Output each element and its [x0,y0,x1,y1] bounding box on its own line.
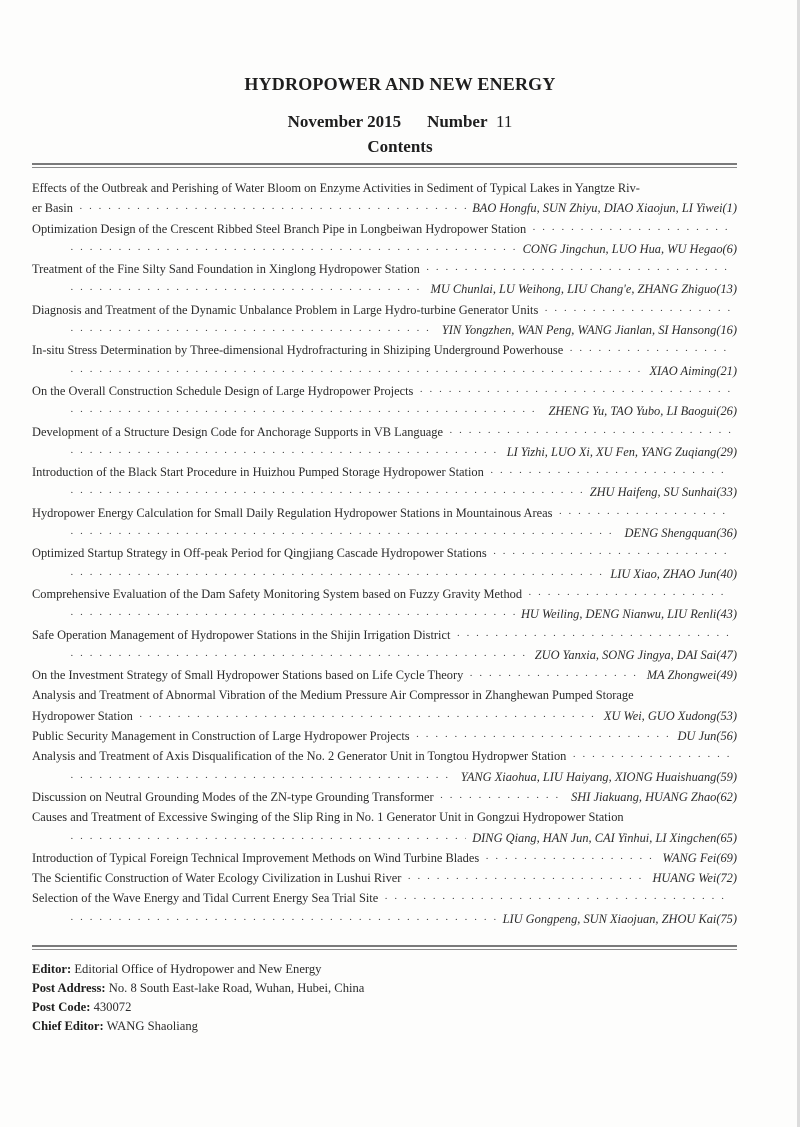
dot-leader [456,626,731,645]
toc-entry-authors-page: YIN Yongzhen, WAN Peng, WANG Jianlan, SI Hansong(16) [441,323,737,338]
issue-number-value: 11 [496,112,513,131]
toc-entry-title: Analysis and Treatment of Abnormal Vibration of the Medium Pressure Air Compressor in Zhanghewan Pumped Storage [32,688,634,703]
dot-leader [493,544,731,563]
dot-leader [544,301,731,320]
dot-leader [419,382,731,401]
toc-line [32,523,737,543]
toc-entry-title: Effects of the Outbreak and Perishing of Water Bloom on Enzyme Activities in Sediment of Typical Lakes in Yangtze Riv- [32,181,640,195]
toc-entry-title: Analysis and Treatment of Axis Disqualification of the No. 2 Generator Unit in Tongtou Hydropwer Station [32,749,567,764]
toc-line [32,381,737,401]
toc-line [32,543,737,563]
toc-entry-authors-page: LIU Gongpeng, SUN Xiaojuan, ZHOU Kai(75) [502,911,737,926]
dot-leader [440,788,565,807]
dot-leader [407,869,646,888]
toc-entry-title: Causes and Treatment of Excessive Swinging of the Slip Ring in No. 1 Generator Unit in Gongzui Hydropower Station [32,810,624,825]
toc-line [32,868,737,888]
toc-line [32,198,737,218]
toc-entry-title: Selection of the Wave Energy and Tidal Current Energy Sea Trial Site [32,891,379,906]
toc-line [32,828,737,848]
toc-entry-title: Public Security Management in Construction of Large Hydropower Projects [32,729,410,744]
toc-entry-authors-page: DENG Shengquan(36) [624,526,737,541]
toc-entry-title: Hydropower Station [32,708,133,723]
toc-entry-authors-page: HUANG Wei(72) [652,871,737,886]
toc-entry-title: On the Investment Strategy of Small Hydropower Stations based on Life Cycle Theory [32,668,464,683]
dot-leader [426,260,731,279]
post-address-value: No. 8 South East-lake Road, Wuhan, Hubei, China [108,981,365,995]
dot-leader [532,220,731,239]
toc-entry-title: Treatment of the Fine Silty Sand Foundation in Xinglong Hydropower Station [32,262,420,277]
dot-leader [70,362,643,381]
toc-line [32,482,737,502]
dot-leader [70,910,497,929]
dot-leader [70,768,455,787]
post-code-line [32,998,364,1017]
issue-month-year: November 2015 [287,112,402,131]
post-address-label: Post Address: [32,981,106,995]
editor-line [32,960,364,979]
dot-leader [572,747,731,766]
toc-entry-authors-page: XU Wei, GUO Xudong(53) [603,708,737,723]
toc-entry-title: In-situ Stress Determination by Three-dimensional Hydrofracturing in Shiziping Underground Powerhouse [32,343,564,358]
toc-line [32,604,737,624]
toc-line [32,340,737,360]
toc-entry-title: Hydropower Energy Calculation for Small Daily Regulation Hydropower Stations in Mountainous Areas [32,505,553,520]
journal-title: HYDROPOWER AND NEW ENERGY [244,74,556,94]
chief-editor-value: WANG Shaoliang [106,1019,198,1033]
toc-line [32,746,737,766]
issue-number-label: Number [427,112,488,131]
toc-entry-authors-page: LI Yizhi, LUO Xi, XU Fen, YANG Zuqiang(29) [506,444,737,459]
toc-entry-title: Development of a Structure Design Code for Anchorage Supports in VB Language [32,424,443,439]
toc-line [32,584,737,604]
toc-line [32,462,737,482]
toc-entry-title: Safe Operation Management of Hydropower Stations in the Shijin Irrigation District [32,627,451,642]
dot-leader [485,849,656,868]
toc-line [32,564,737,584]
toc-entry-authors-page: DU Jun(56) [677,729,737,744]
toc-line [32,909,737,929]
dot-leader [469,666,640,685]
toc-line [32,239,737,259]
toc-entry-title: The Scientific Construction of Water Ecology Civilization in Lushui River [32,871,402,886]
dot-leader [528,585,731,604]
toc-entry-title: On the Overall Construction Schedule Design of Large Hydropower Projects [32,383,414,398]
toc-line [32,767,737,787]
toc-entry-authors-page: CONG Jingchun, LUO Hua, WU Hegao(6) [522,241,737,256]
toc-entry-authors-page: WANG Fei(69) [662,850,737,865]
toc-line [32,178,737,198]
toc-entry-title: Optimized Startup Strategy in Off-peak Period for Qingjiang Cascade Hydropower Stations [32,546,487,561]
toc-entry-authors-page: XIAO Aiming(21) [649,363,737,378]
dot-leader [139,707,598,726]
toc-entry-authors-page: MU Chunlai, LU Weihong, LIU Chang'e, ZHANG Zhiguo(13) [430,282,737,297]
chief-editor-line [32,1017,364,1036]
dot-leader [70,605,515,624]
toc-line [32,807,737,827]
toc-line [32,401,737,421]
dot-leader [70,829,466,848]
dot-leader [569,341,731,360]
toc-line [32,685,737,705]
toc-line [32,726,737,746]
dot-leader [70,321,436,340]
toc-entry-title: Comprehensive Evaluation of the Dam Safety Monitoring System based on Fuzzy Gravity Method [32,586,523,601]
toc-line [32,300,737,320]
toc-entry-title: Introduction of the Black Start Procedure in Huizhou Pumped Storage Hydropower Station [32,465,484,480]
toc-entry-title: Discussion on Neutral Grounding Modes of the ZN-type Grounding Transformer [32,789,434,804]
toc-line [32,787,737,807]
dot-leader [70,646,529,665]
chief-editor-label: Chief Editor: [32,1019,104,1033]
toc-entry-authors-page: MA Zhongwei(49) [646,668,737,683]
toc-entry-authors-page: ZUO Yanxia, SONG Jingya, DAI Sai(47) [534,647,737,662]
toc-line [32,279,737,299]
toc-entry-authors-page: ZHENG Yu, TAO Yubo, LI Baogui(26) [548,404,737,419]
editor-label: Editor: [32,962,72,976]
dot-leader [70,280,425,299]
dot-leader [384,889,731,908]
dot-leader [449,423,731,442]
dot-leader [490,463,731,482]
dot-leader [70,565,604,584]
toc-entry-title: Optimization Design of the Crescent Ribbed Steel Branch Pipe in Longbeiwan Hydropower Station [32,221,527,236]
toc-line [32,888,737,908]
toc-entry-authors-page: ZHU Haifeng, SU Sunhai(33) [589,485,737,500]
toc-entry-authors-page: BAO Hongfu, SUN Zhiyu, DIAO Xiaojun, LI Yiwei(1) [472,201,737,216]
dot-leader [558,504,731,523]
toc-line [32,442,737,462]
toc-entry-authors-page: HU Weiling, DENG Nianwu, LIU Renli(43) [520,607,737,622]
dot-leader [70,443,501,462]
toc-entry-authors-page: YANG Xiaohua, LIU Haiyang, XIONG Huaishuang(59) [460,769,737,784]
toc-line [32,320,737,340]
post-code-label: Post Code: [32,1000,91,1014]
dot-leader [70,524,618,543]
top-double-rule [32,163,737,168]
toc-line [32,625,737,645]
contents-heading: Contents [367,137,433,156]
toc-line [32,848,737,868]
toc-line [32,219,737,239]
dot-leader [70,483,584,502]
toc-line [32,706,737,726]
toc-line [32,422,737,442]
bottom-double-rule [32,945,737,950]
toc-line [32,361,737,381]
toc-line [32,503,737,523]
toc-line [32,645,737,665]
toc-entry-authors-page: LIU Xiao, ZHAO Jun(40) [610,566,737,581]
dot-leader [70,240,517,259]
table-of-contents [32,178,737,929]
toc-entry-title: Introduction of Typical Foreign Technical Improvement Methods on Wind Turbine Blades [32,850,480,865]
toc-entry-authors-page: DING Qiang, HAN Jun, CAI Yinhui, LI Xingchen(65) [472,830,737,845]
dot-leader [70,402,542,421]
issue-line [0,112,800,132]
toc-entry-authors-page: SHI Jiakuang, HUANG Zhao(62) [571,789,737,804]
dot-leader [79,199,466,218]
post-code-value: 430072 [93,1000,132,1014]
post-address-line [32,979,364,998]
toc-line [32,259,737,279]
editor-value: Editorial Office of Hydropower and New Energy [74,962,322,976]
dot-leader [416,727,672,746]
toc-entry-title: er Basin [32,201,73,216]
toc-entry-title: Diagnosis and Treatment of the Dynamic Unbalance Problem in Large Hydro-turbine Generator Units [32,302,539,317]
toc-line [32,665,737,685]
masthead-footer [32,960,364,1036]
